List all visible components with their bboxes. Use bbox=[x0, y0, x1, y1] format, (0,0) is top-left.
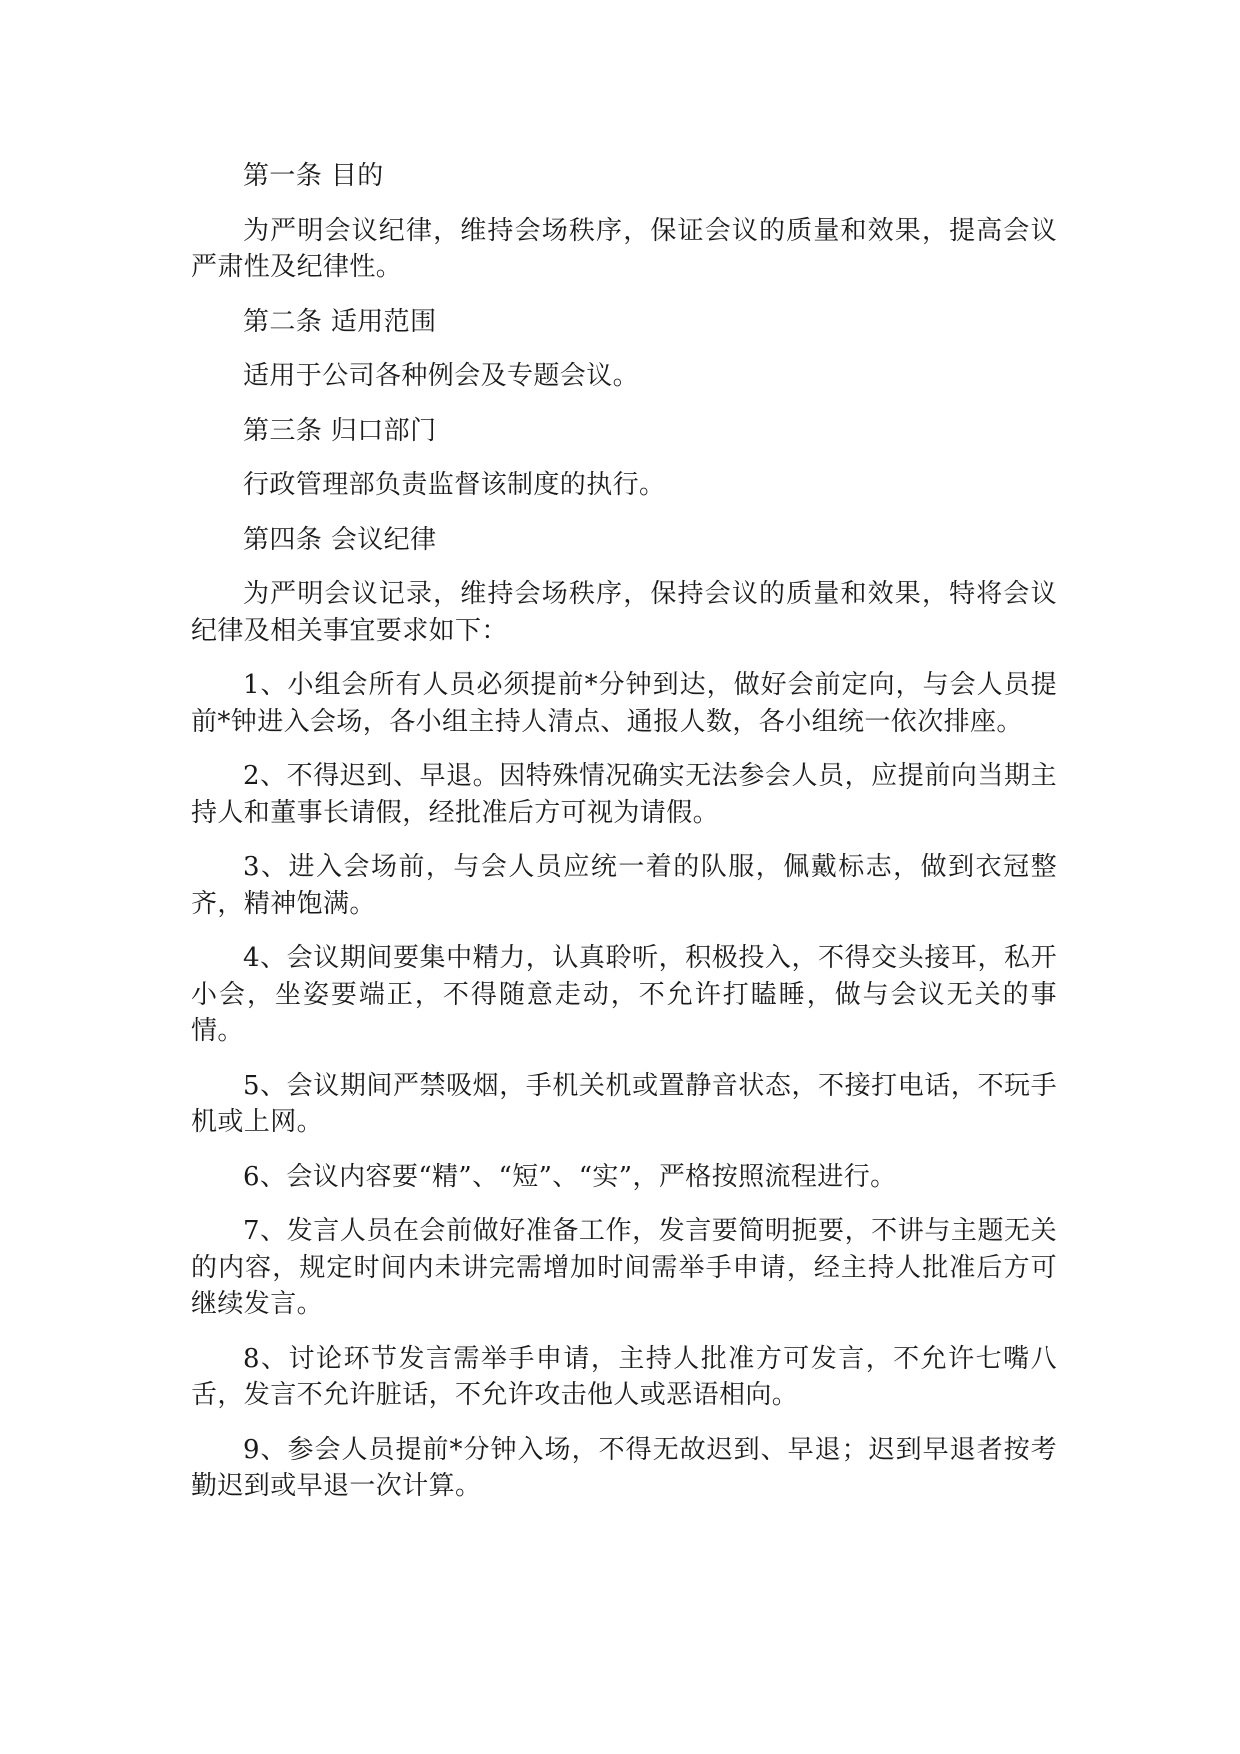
article-3-body: 行政管理部负责监督该制度的执行。 bbox=[243, 470, 666, 500]
rule-item-7: 7、发言人员在会前做好准备工作，发言要简明扼要，不讲与主题无关的内容，规定时间内未讲完需增加时间需举手申请，经主持人批准后方可继续发言。 bbox=[191, 1216, 1057, 1319]
rule-item-9: 9、参会人员提前*分钟入场，不得无故迟到、早退；迟到早退者按考勤迟到或早退一次计算。 bbox=[191, 1434, 1057, 1501]
article-2-heading: 第二条 适用范围 bbox=[243, 306, 437, 337]
article-4-heading: 第四条 会议纪律 bbox=[243, 524, 437, 555]
document-page bbox=[191, 158, 1057, 1523]
rule-item-5: 5、会议期间严禁吸烟，手机关机或置静音状态，不接打电话，不玩手机或上网。 bbox=[191, 1070, 1057, 1137]
article-2-body: 适用于公司各种例会及专题会议。 bbox=[243, 361, 640, 391]
rule-item-8: 8、讨论环节发言需举手申请，主持人批准方可发言，不允许七嘴八舌，发言不允许脏话，不允许攻击他人或恶语相向。 bbox=[191, 1343, 1057, 1410]
article-1-heading: 第一条 目的 bbox=[243, 161, 384, 191]
article-1-body: 为严明会议纪律，维持会场秩序，保证会议的质量和效果，提高会议严肃性及纪律性。 bbox=[191, 215, 1057, 282]
rule-item-1: 1、小组会所有人员必须提前*分钟到达，做好会前定向，与会人员提前*钟进入会场，各小组主持人清点、通报人数，各小组统一依次排座。 bbox=[191, 670, 1057, 737]
article-4-intro: 为严明会议记录，维持会场秩序，保持会议的质量和效果，特将会议纪律及相关事宜要求如下： bbox=[191, 579, 1057, 646]
rule-item-6: 6、会议内容要“精”、“短”、“实”，严格按照流程进行。 bbox=[243, 1161, 897, 1192]
rule-item-3: 3、进入会场前，与会人员应统一着的队服，佩戴标志，做到衣冠整齐，精神饱满。 bbox=[191, 852, 1057, 919]
article-3-heading: 第三条 归口部门 bbox=[243, 415, 437, 446]
rule-item-2: 2、不得迟到、早退。因特殊情况确实无法参会人员，应提前向当期主持人和董事长请假，经批准后方可视为请假。 bbox=[191, 761, 1057, 828]
rule-item-4: 4、会议期间要集中精力，认真聆听，积极投入，不得交头接耳，私开小会，坐姿要端正，不得随意走动，不允许打瞌睡，做与会议无关的事情。 bbox=[191, 943, 1057, 1046]
